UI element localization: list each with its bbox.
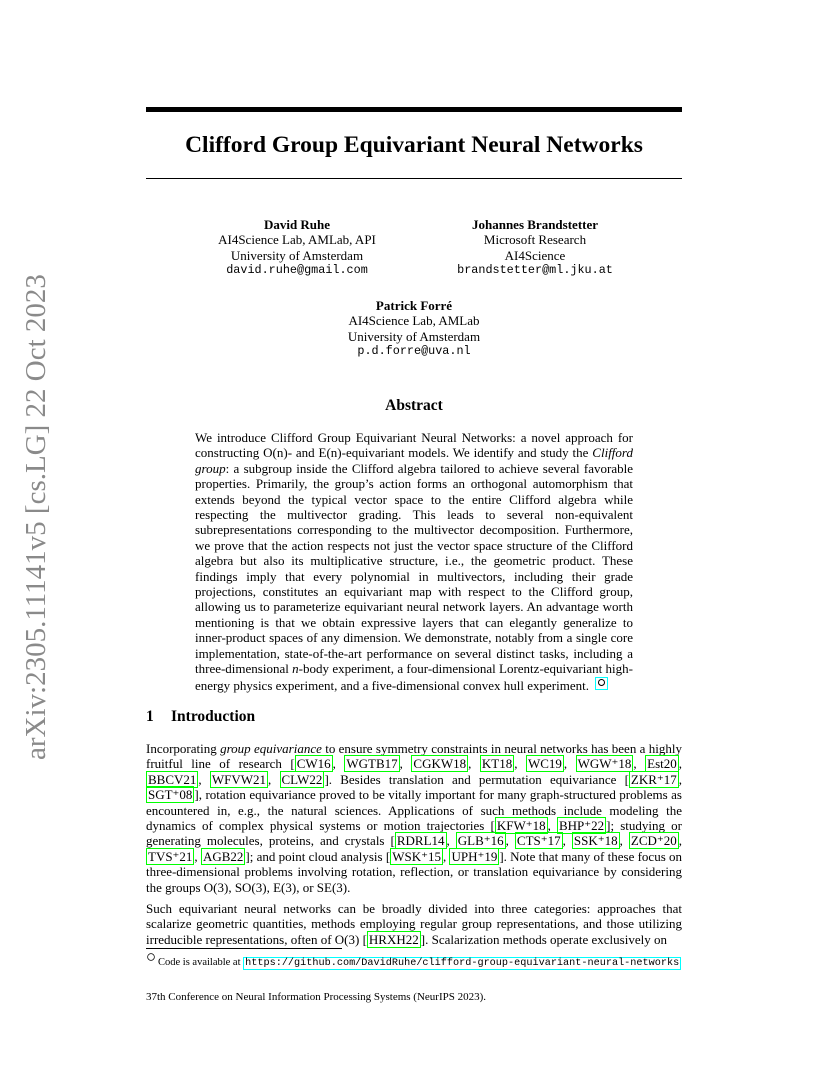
author-block bbox=[198, 217, 396, 279]
author-name: David Ruhe bbox=[263, 217, 331, 232]
author-affiliation: University of Amsterdam bbox=[347, 328, 481, 344]
section-heading: 1 Introduction bbox=[146, 708, 256, 725]
citation-link[interactable]: CLW22 bbox=[281, 771, 323, 787]
footnote-rule bbox=[146, 948, 342, 949]
author-email[interactable]: david.ruhe@gmail.com bbox=[226, 263, 368, 278]
code-link[interactable]: https://github.com/DavidRuhe/clifford-group-equivariant-neural-networks bbox=[245, 958, 680, 969]
citation-link[interactable]: AGB22 bbox=[202, 848, 244, 864]
citation-link[interactable]: ZKR⁺17 bbox=[630, 771, 677, 787]
citation-link[interactable]: WFVW21 bbox=[211, 771, 267, 787]
author-name: Patrick Forré bbox=[375, 298, 453, 313]
citation-link[interactable]: CW16 bbox=[296, 756, 331, 772]
citation-link[interactable]: UPH⁺19 bbox=[451, 848, 498, 864]
author-email[interactable]: p.d.forre@uva.nl bbox=[357, 344, 471, 359]
author-affiliation: AI4Science bbox=[504, 247, 566, 263]
citation-link[interactable]: KT18 bbox=[481, 756, 513, 772]
title-rule-bottom bbox=[146, 178, 682, 179]
abstract-text: We introduce Clifford Group Equivariant Neural Networks: a novel approach for constructing O(n)- and E(n)-equivariant models. We identify and study the Clifford group: a subgroup inside the Clifford algebra tailored to achieve several favorable properties. Primarily, the group’s action forms an orthogonal automorphism that extends beyond the typical vector space to the entire Clifford algebra while respecting the multivector grading. This leads to several non-equivalent subrepresentations corresponding to the multivector decomposition. Furthermore, we prove that the action respects not just the vector space structure of the Clifford algebra but also its multiplicative structure, i.e., the geometric product. These findings imply that every polynomial in multivectors, including their grade projections, constitutes an equivariant map with respect to the Clifford group, allowing us to parameterize equivariant neural network layers. An advantage worth mentioning is that we obtain expressive layers that can elegantly generalize to inner-product spaces of any dimension. We demonstrate, notably from a single core implementation, state-of-the-art performance on several distinct tasks, including a three-dimensional n-body experiment, a four-dimensional Lorentz-equivariant high-energy physics experiment, and a five-dimensional convex hull experiment. bbox=[195, 430, 633, 693]
citation-link[interactable]: ZCD⁺20 bbox=[630, 833, 677, 849]
introduction-text bbox=[146, 741, 682, 953]
author-block bbox=[314, 298, 514, 360]
title-rule-top bbox=[146, 107, 682, 112]
citation-link[interactable]: BBCV21 bbox=[148, 771, 197, 787]
citation-link[interactable]: BHP⁺22 bbox=[559, 818, 605, 834]
paragraph: Such equivariant neural networks can be broadly divided into three categories: approaches that scalarize geometric quantities, methods employing regular group representations, and those utilizing irreducible representations, often of O(3) [ HRXH22 ]. Scalarization methods operate exclusively on bbox=[146, 901, 682, 947]
arxiv-identifier: arXiv:2305.11141v5 [cs.LG] 22 Oct 2023 bbox=[20, 274, 52, 760]
citation-link[interactable]: CGKW18 bbox=[413, 756, 467, 772]
citation-link[interactable]: HRXH22 bbox=[368, 931, 419, 947]
paper-title: Clifford Group Equivariant Neural Networks bbox=[185, 132, 643, 158]
author-affiliation: AI4Science Lab, AMLab bbox=[348, 313, 480, 329]
citation-link[interactable]: WC19 bbox=[527, 756, 562, 772]
author-affiliation: Microsoft Research bbox=[483, 232, 587, 248]
citation-link[interactable]: TVS⁺21 bbox=[148, 848, 193, 864]
conference-note: 37th Conference on Neural Information Processing Systems (NeurIPS 2023). bbox=[146, 991, 487, 1003]
citation-link[interactable]: WSK⁺15 bbox=[392, 848, 441, 864]
citation-link[interactable]: RDRL14 bbox=[396, 833, 445, 849]
citation-link[interactable]: SGT⁺08 bbox=[148, 787, 193, 803]
paragraph: Incorporating group equivariance to ensure symmetry constraints in neural networks has been a highly fruitful line of research [ CW16 , WGTB17 , CGKW18 , KT18 , WC19 , WGW⁺18 , Est20 , BBCV21 , WFVW21 , CLW22 ]. Besides translation and permutation equivariance [ ZKR⁺17 , SGT⁺08 ], rotation equivariance proved to be vitally important for many graph-structured problems as encountered in, e.g., the natural sciences. Applications of such methods include modeling the dynamics of complex physical systems or motion trajectories [ KFW⁺18 , BHP⁺22 ]; studying or generating molecules, proteins, and crystals [ RDRL14 , GLB⁺16 , CTS⁺17 , SSK⁺18 , ZCD⁺20 , TVS⁺21 , AGB22 ]; and point cloud analysis [ WSK⁺15 , UPH⁺19 ]. Note that many of these focus on three-dimensional problems involving rotation, reflection, or translation equivariance by considering the groups O(3), SO(3), E(3), or SE(3). bbox=[146, 741, 683, 895]
author-name: Johannes Brandstetter bbox=[471, 217, 599, 232]
author-block bbox=[432, 217, 638, 279]
citation-link[interactable]: Est20 bbox=[647, 756, 677, 772]
citation-link[interactable]: WGTB17 bbox=[346, 756, 398, 772]
citation-link[interactable]: WGW⁺18 bbox=[577, 756, 632, 772]
github-icon bbox=[147, 953, 155, 961]
citation-link[interactable]: CTS⁺17 bbox=[516, 833, 561, 849]
citation-link[interactable]: GLB⁺16 bbox=[457, 833, 504, 849]
citation-link[interactable]: SSK⁺18 bbox=[573, 833, 618, 849]
citation-link[interactable]: KFW⁺18 bbox=[496, 818, 546, 834]
abstract-heading: Abstract bbox=[385, 397, 443, 414]
author-affiliation: University of Amsterdam bbox=[230, 247, 364, 263]
author-email[interactable]: brandstetter@ml.jku.at bbox=[457, 263, 613, 278]
github-icon[interactable] bbox=[595, 677, 608, 690]
footnote: Code is available at https://github.com/DavidRuhe/clifford-group-equivariant-neural-networks bbox=[146, 952, 681, 970]
author-affiliation: AI4Science Lab, AMLab, API bbox=[218, 232, 376, 248]
